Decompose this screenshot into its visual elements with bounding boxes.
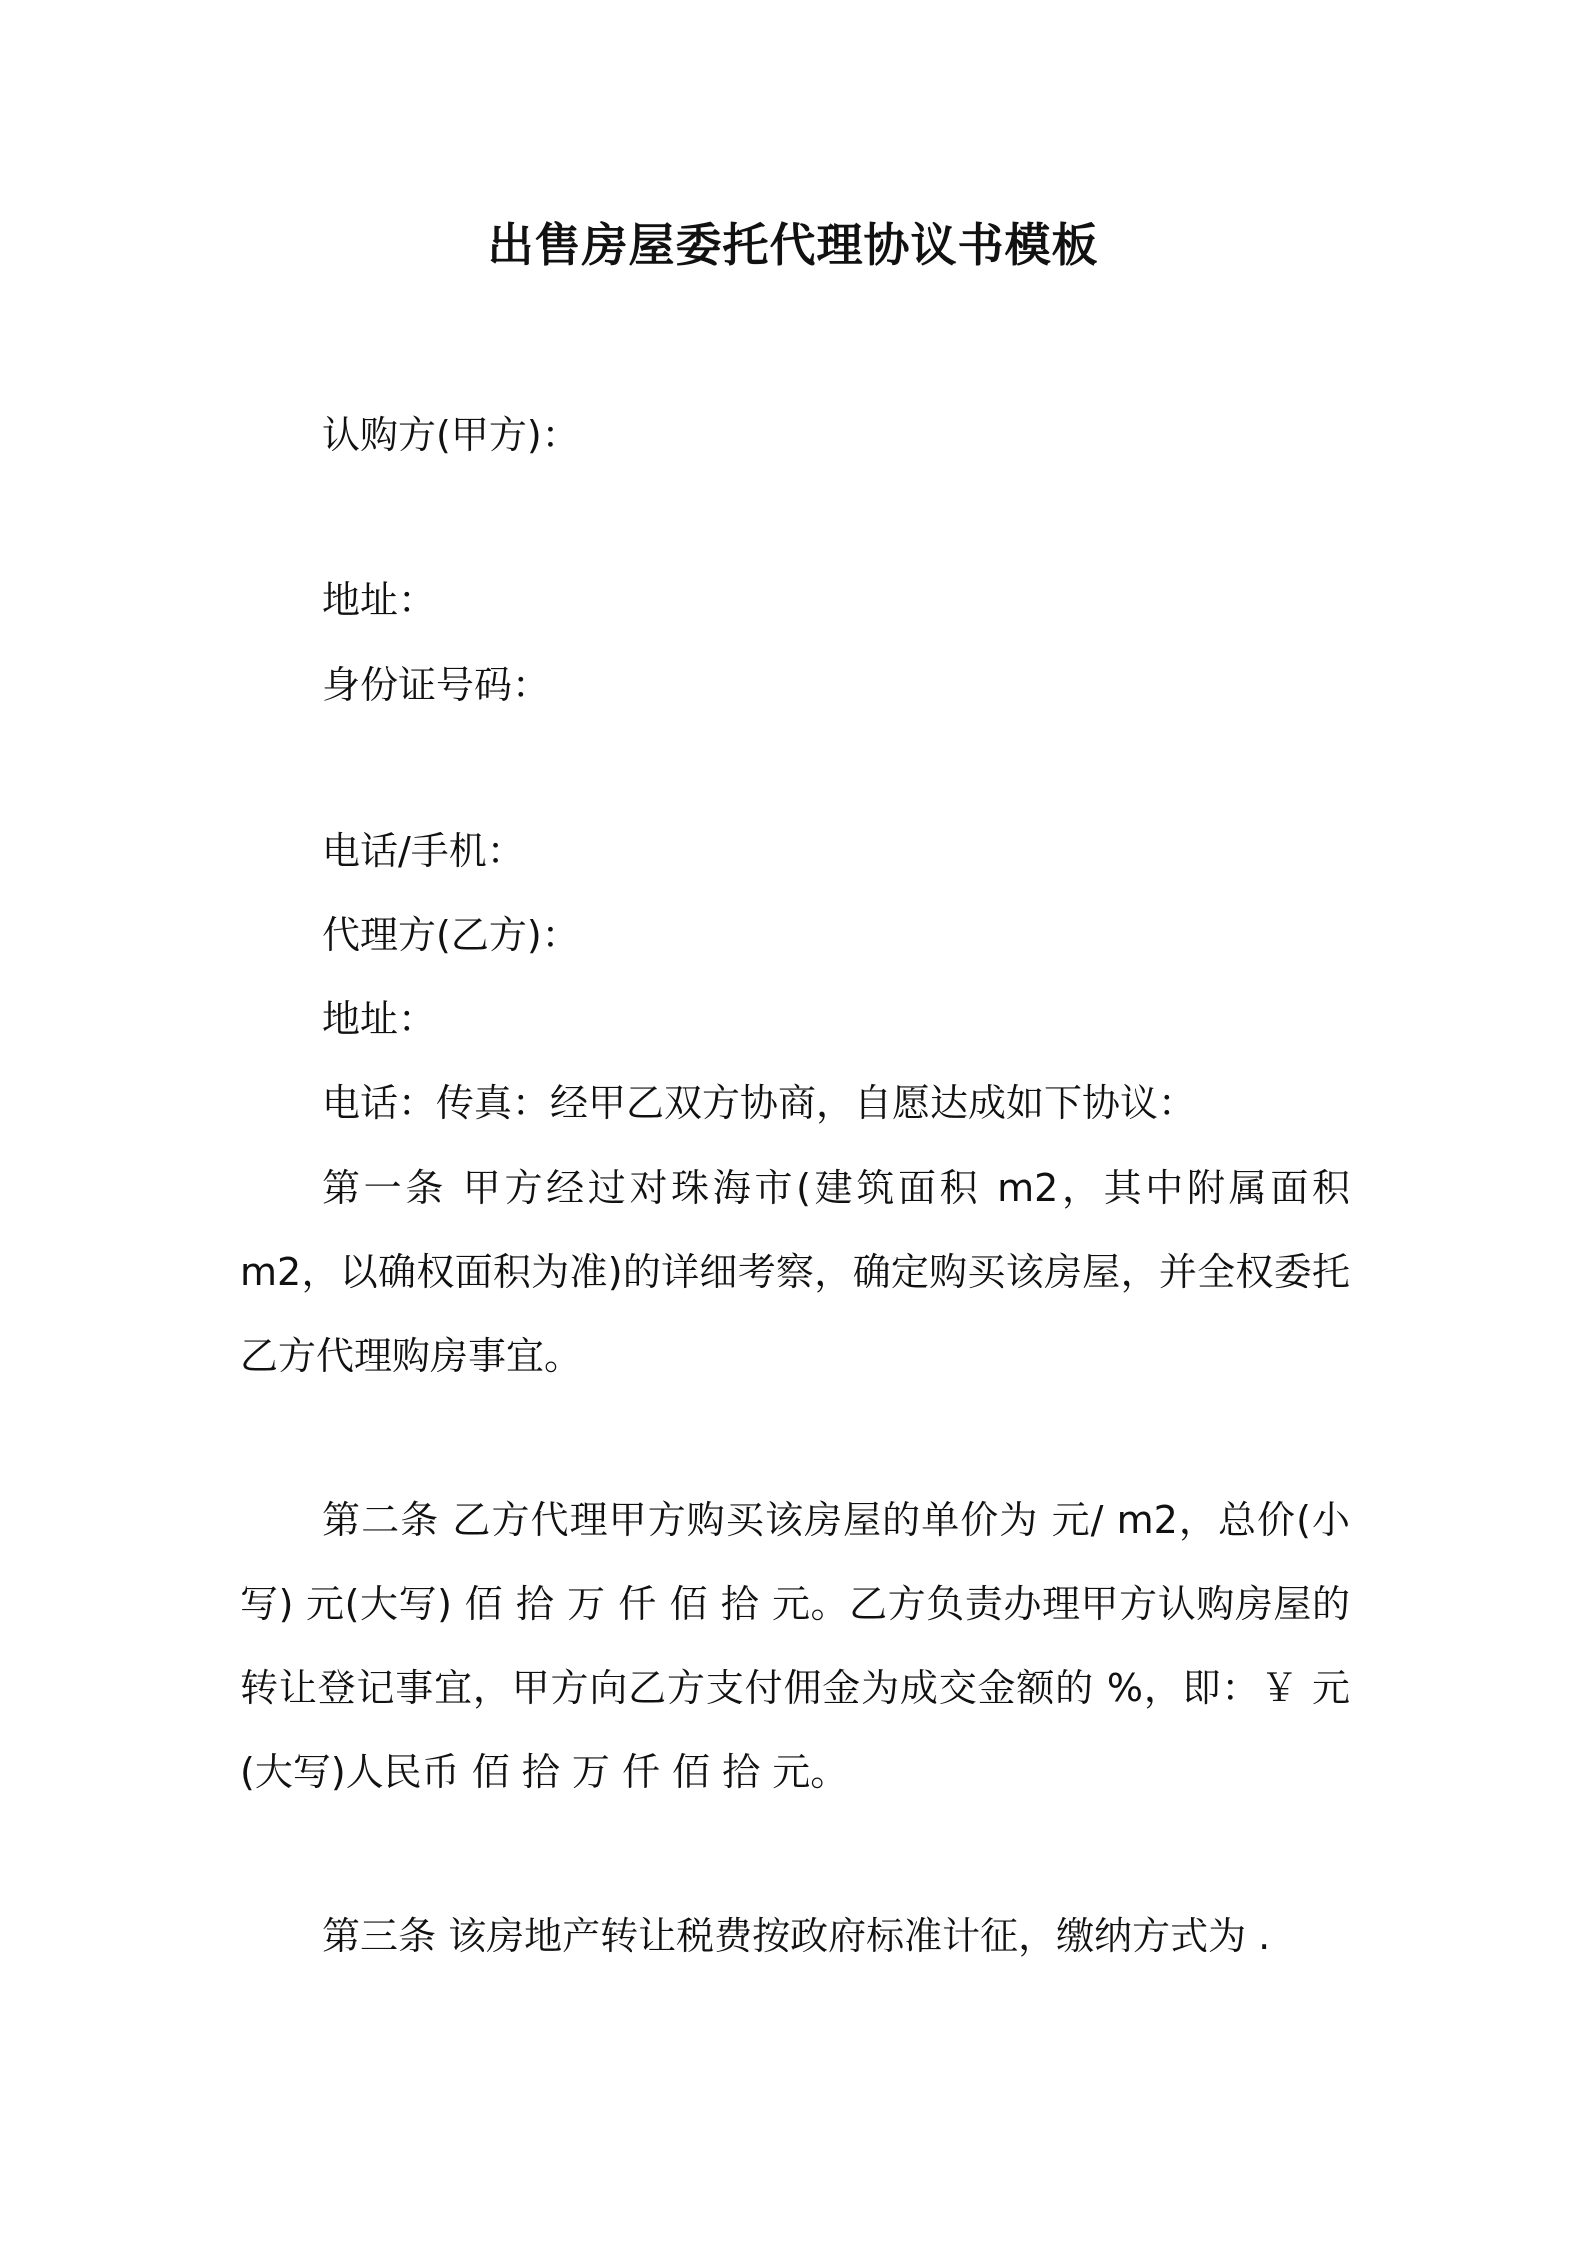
phone-mobile-label: 电话/手机： [322,829,525,873]
agent-field-label: 代理方(乙方)： [322,913,580,957]
article-two: 第二条 乙方代理甲方购买该房屋的单价为 元/ m2，总价(小写) 元(大写) 佰 拾 万 仟 佰 拾 元。乙方负责办理甲方认购房屋的转让登记事宜，甲方向乙方支付佣金为成交金额的 %，即：￥ 元(大写)人民币 佰 拾 万 仟 佰 拾 元。 [240,1498,1350,1794]
article-one: 第一条 甲方经过对珠海市(建筑面积 m2，其中附属面积 m2，以确权面积为准)的详细考察，确定购买该房屋，并全权委托乙方代理购房事宜。 [240,1166,1350,1378]
agent-address-label: 地址： [322,997,437,1041]
id-number-label: 身份证号码： [322,663,551,707]
buyer-address-label: 地址： [322,578,437,622]
document-title: 出售房屋委托代理协议书模板 [487,218,1099,272]
article-three: 第三条 该房地产转让税费按政府标准计征，缴纳方式为 . [322,1914,1271,1958]
buyer-field-label: 认购方(甲方)： [322,413,580,457]
phone-fax-label: 电话：传真：经甲乙双方协商，自愿达成如下协议： [322,1081,1197,1125]
